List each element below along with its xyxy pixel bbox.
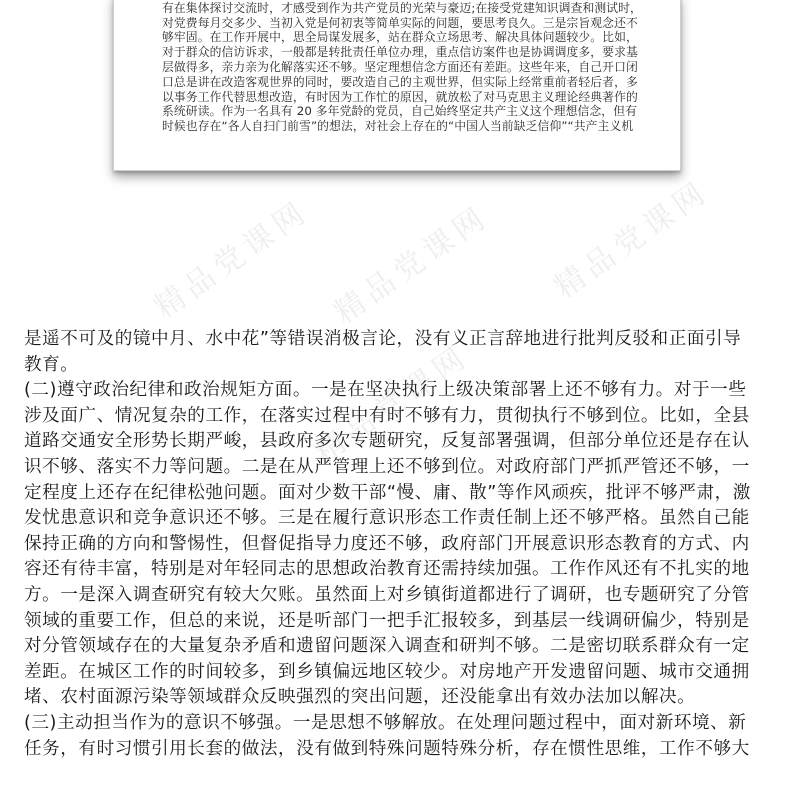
image-text-line: 有在集体探讨交流时，才感受到作为共产党员的光荣与豪迈;在接受党建知识调查和测试时， — [162, 0, 642, 15]
watermark: 精品党课网 — [548, 173, 716, 306]
body-text-line: (三)主动担当作为的意识不够强。一是思想不够解放。在处理问题过程中，面对新环境、新 — [24, 712, 747, 733]
embedded-page-image — [113, 0, 681, 171]
body-text-line: (二)遵守政治纪律和政治规矩方面。一是在坚决执行上级决策部署上还不够有力。对于一些 — [24, 380, 747, 401]
body-text-line: 教育。 — [24, 354, 79, 375]
image-text-line: 口总是讲在改造客观世界的同时，要改造自己的主观世界，但实际上经常重前者轻后者，多 — [162, 74, 638, 89]
body-text-line: 对分管领域存在的大量复杂矛盾和遗留问题深入调查和研判不够。二是密切联系群众有一定 — [24, 636, 750, 657]
image-text-line: 够牢固。在工作开展中，思全局谋发展多，站在群众立场思考、解决具体问题较少。比如， — [162, 30, 638, 45]
image-text-line: 层做得多，亲力亲为化解落实还不够。坚定理想信念方面还有差距。这些年来，自己开口闭 — [162, 59, 638, 74]
body-text-line: 发忧患意识和竞争意识还不够。三是在履行意识形态工作责任制上还不够严格。虽然自己能 — [24, 508, 750, 529]
embedded-page-text — [162, 0, 652, 134]
body-text-line: 保持正确的方向和警惕性，但督促指导力度还不够，政府部门开展意识形态教育的方式、内 — [24, 533, 750, 554]
body-text-line: 识不够、落实不力等问题。二是在从严管理上还不够到位。对政府部门严抓严管还不够，一 — [24, 456, 750, 477]
body-text-line: 容还有待丰富，特别是对年轻同志的思想政治教育还需持续加强。工作作风还有不扎实的地 — [24, 559, 750, 580]
body-text-line: 领域的重要工作，但总的来说，还是听部门一把手汇报较多，到基层一线调研偏少，特别是 — [24, 610, 750, 631]
body-text-line: 道路交通安全形势长期严峻，县政府多次专题研究，反复部署强调，但部分单位还是存在认 — [24, 431, 750, 452]
watermark: 精品党课网 — [328, 198, 496, 331]
body-text-line: 定程度上还存在纪律松弛问题。面对少数干部“慢、庸、散”等作风顽疾，批评不够严肃，激 — [24, 482, 751, 503]
watermark: 精品党课网 — [148, 193, 316, 326]
document-body — [24, 327, 778, 762]
watermark: 精品党课网 — [308, 338, 476, 471]
body-text-line: 涉及面广、情况复杂的工作，在落实过程中有时不够有力，贯彻执行不够到位。比如，全县 — [24, 405, 750, 426]
image-text-line: 以事务工作代替思想改造，有时因为工作忙的原因，就放松了对马克思主义理论经典著作的 — [162, 89, 638, 104]
body-text-line: 堵、农村面源污染等领域群众反映强烈的突出问题，还没能拿出有效办法加以解决。 — [24, 687, 696, 708]
image-text-line: 对党费每月交多少、当初入党是何初衷等简单实际的问题，要思考良久。三是宗旨观念还不 — [162, 15, 638, 30]
body-text-line: 方。一是深入调查研究有较大欠账。虽然面上对乡镇街道都进行了调研，也专题研究了分管 — [24, 584, 750, 605]
image-text-line: 系统研读。作为一名具有 20 多年党龄的党员，自己始终坚定共产主义这个理想信念，但有 — [162, 104, 637, 119]
body-text-line: 是遥不可及的镜中月、水中花”等错误消极言论，没有义正言辞地进行批判反驳和正面引导 — [24, 329, 742, 349]
body-text-line: 任务，有时习惯引用长套的做法，没有做到特殊问题特殊分析，存在惯性思维，工作不够大 — [24, 738, 750, 759]
body-text-line: 差距。在城区工作的时间较多，到乡镇偏远地区较少。对房地产开发遗留问题、城市交通拥 — [24, 661, 750, 682]
image-text-line: 对于群众的信访诉求，一般都是转批责任单位办理，重点信访案件也是协调调度多，要求基 — [162, 45, 638, 60]
image-text-line: 时候也存在“各人自扫门前雪”的想法，对社会上存在的“中国人当前缺乏信仰”“共产主义机 — [162, 119, 634, 134]
